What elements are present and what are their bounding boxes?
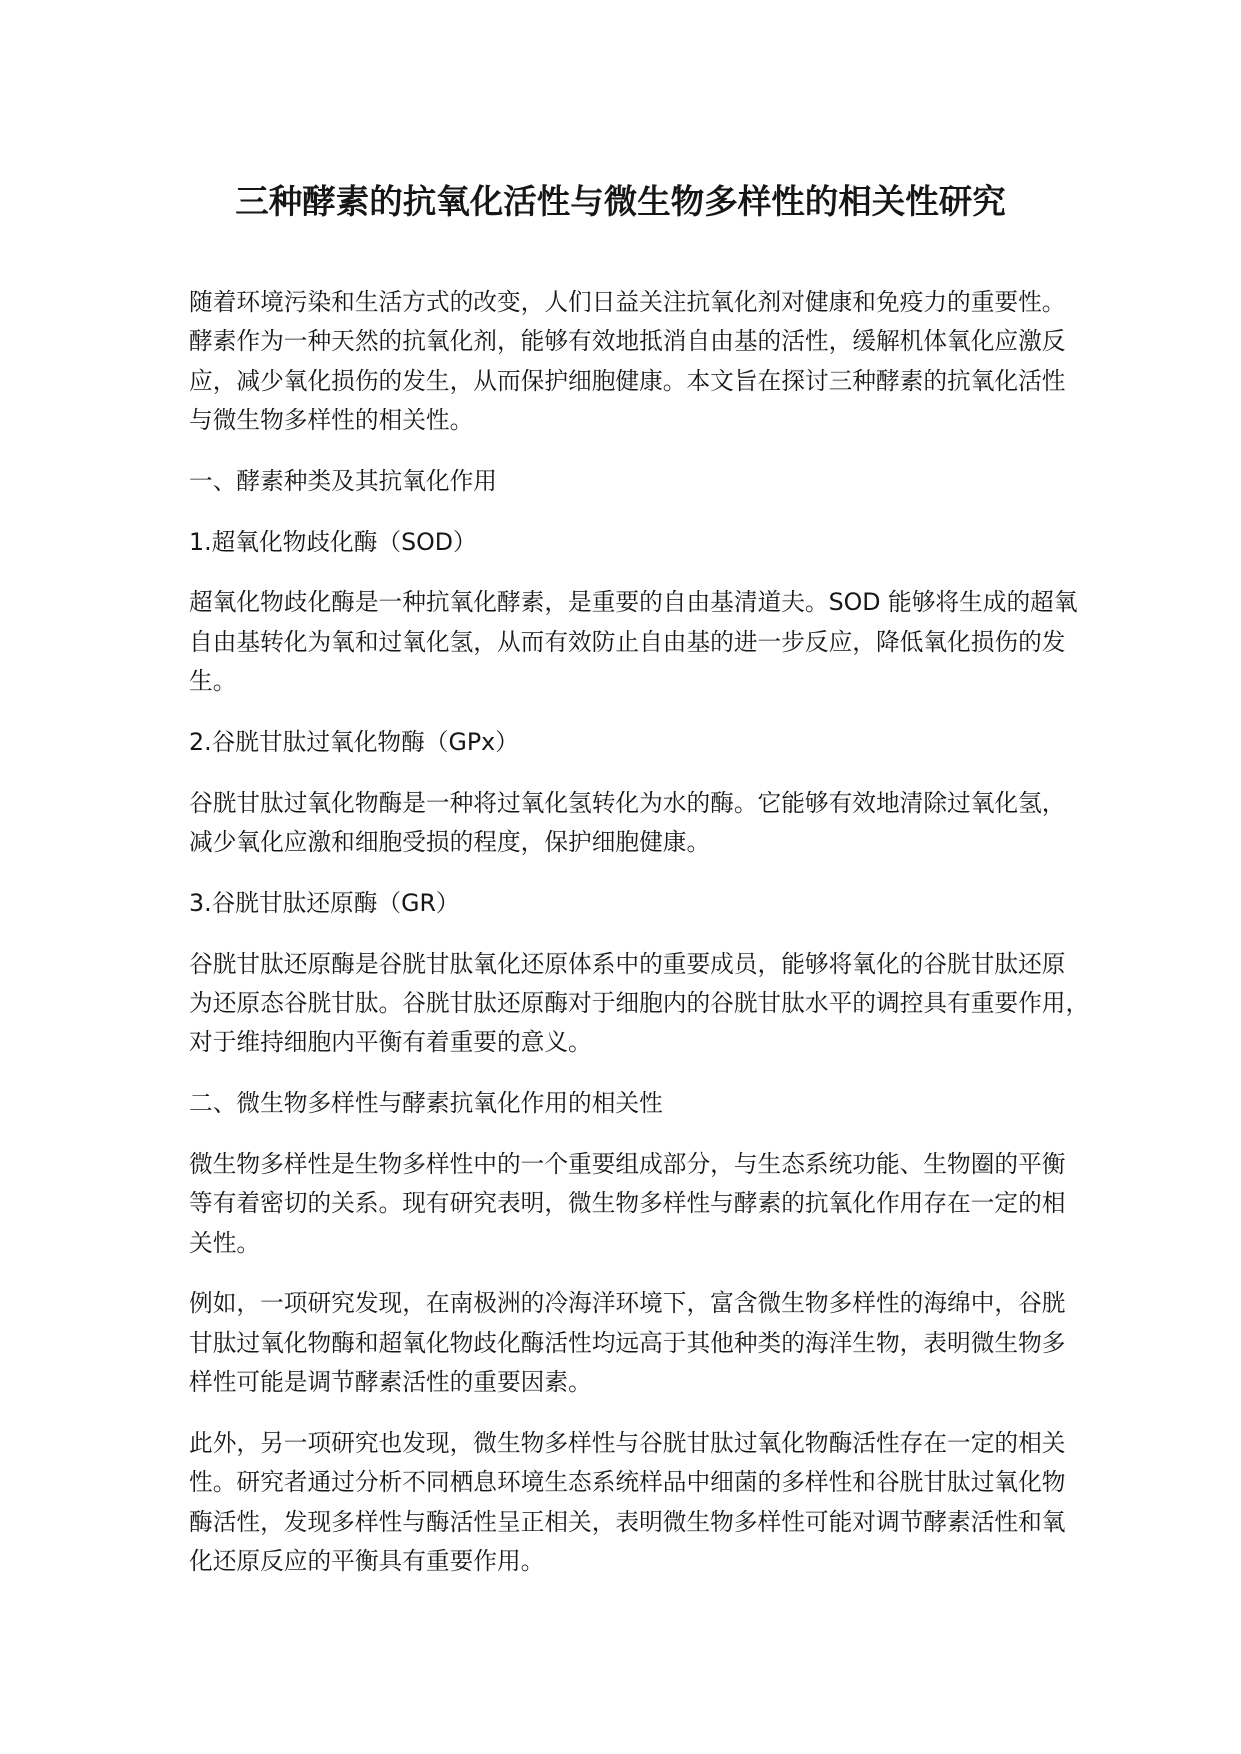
text-line: 关性。 xyxy=(189,1228,261,1257)
text-line: 谷胱甘肽还原酶是谷胱甘肽氧化还原体系中的重要成员，能够将氧化的谷胱甘肽还原 xyxy=(189,949,1066,978)
intro-paragraph xyxy=(189,283,1129,441)
text-line: 微生物多样性是生物多样性中的一个重要组成部分，与生态系统功能、生物圈的平衡 xyxy=(189,1149,1066,1178)
paragraph xyxy=(189,784,1129,863)
text-line: 自由基转化为氧和过氧化氢，从而有效防止自由基的进一步反应，降低氧化损伤的发 xyxy=(189,627,1066,656)
text-line: 甘肽过氧化物酶和超氧化物歧化酶活性均远高于其他种类的海洋生物，表明微生物多 xyxy=(189,1328,1066,1357)
text-line: 样性可能是调节酵素活性的重要因素。 xyxy=(189,1368,592,1397)
document-body xyxy=(189,283,1129,1603)
section-heading xyxy=(189,462,1129,501)
text-line: 酵素作为一种天然的抗氧化剂，能够有效地抵消自由基的活性，缓解机体氧化应激反 xyxy=(189,327,1066,356)
subsection-heading-text: 2.谷胱甘肽过氧化物酶（GPx） xyxy=(189,727,519,756)
subsection-heading xyxy=(189,884,1129,923)
subsection-heading-text: 1.超氧化物歧化酶（SOD） xyxy=(189,527,477,556)
section-heading xyxy=(189,1084,1129,1123)
paragraph xyxy=(189,1424,1129,1582)
section-heading-text: 一、酵素种类及其抗氧化作用 xyxy=(189,466,497,495)
subsection-heading xyxy=(189,723,1129,762)
text-line: 性。研究者通过分析不同栖息环境生态系统样品中细菌的多样性和谷胱甘肽过氧化物 xyxy=(189,1468,1066,1497)
section-heading-text: 二、微生物多样性与酵素抗氧化作用的相关性 xyxy=(189,1089,663,1118)
paragraph xyxy=(189,1284,1129,1402)
text-line: 谷胱甘肽过氧化物酶是一种将过氧化氢转化为水的酶。它能够有效地清除过氧化氢， xyxy=(189,788,1066,817)
text-line: 例如，一项研究发现，在南极洲的冷海洋环境下，富含微生物多样性的海绵中，谷胱 xyxy=(189,1289,1066,1318)
paragraph xyxy=(189,945,1129,1063)
text-line: 对于维持细胞内平衡有着重要的意义。 xyxy=(189,1028,592,1057)
text-line: 等有着密切的关系。现有研究表明，微生物多样性与酵素的抗氧化作用存在一定的相 xyxy=(189,1189,1066,1218)
text-line: 随着环境污染和生活方式的改变，人们日益关注抗氧化剂对健康和免疫力的重要性。 xyxy=(189,288,1066,316)
text-line: 化还原反应的平衡具有重要作用。 xyxy=(189,1547,545,1576)
text-line: 为还原态谷胱甘肽。谷胱甘肽还原酶对于细胞内的谷胱甘肽水平的调控具有重要作用， xyxy=(189,988,1090,1017)
subsection-heading xyxy=(189,523,1129,562)
text-line: 超氧化物歧化酶是一种抗氧化酵素，是重要的自由基清道夫。SOD 能够将生成的超氧 xyxy=(189,588,1078,617)
paragraph xyxy=(189,583,1129,701)
text-line: 减少氧化应激和细胞受损的程度，保护细胞健康。 xyxy=(189,828,711,857)
text-line: 生。 xyxy=(189,667,237,696)
paragraph xyxy=(189,1145,1129,1263)
text-line: 此外，另一项研究也发现，微生物多样性与谷胱甘肽过氧化物酶活性存在一定的相关 xyxy=(189,1428,1066,1457)
text-line: 酶活性，发现多样性与酶活性呈正相关，表明微生物多样性可能对调节酵素活性和氧 xyxy=(189,1507,1066,1536)
text-line: 应，减少氧化损伤的发生，从而保护细胞健康。本文旨在探讨三种酵素的抗氧化活性 xyxy=(189,366,1066,395)
text-line: 与微生物多样性的相关性。 xyxy=(189,406,474,435)
document-title: 三种酵素的抗氧化活性与微生物多样性的相关性研究 xyxy=(235,182,1006,221)
subsection-heading-text: 3.谷胱甘肽还原酶（GR） xyxy=(189,888,460,917)
